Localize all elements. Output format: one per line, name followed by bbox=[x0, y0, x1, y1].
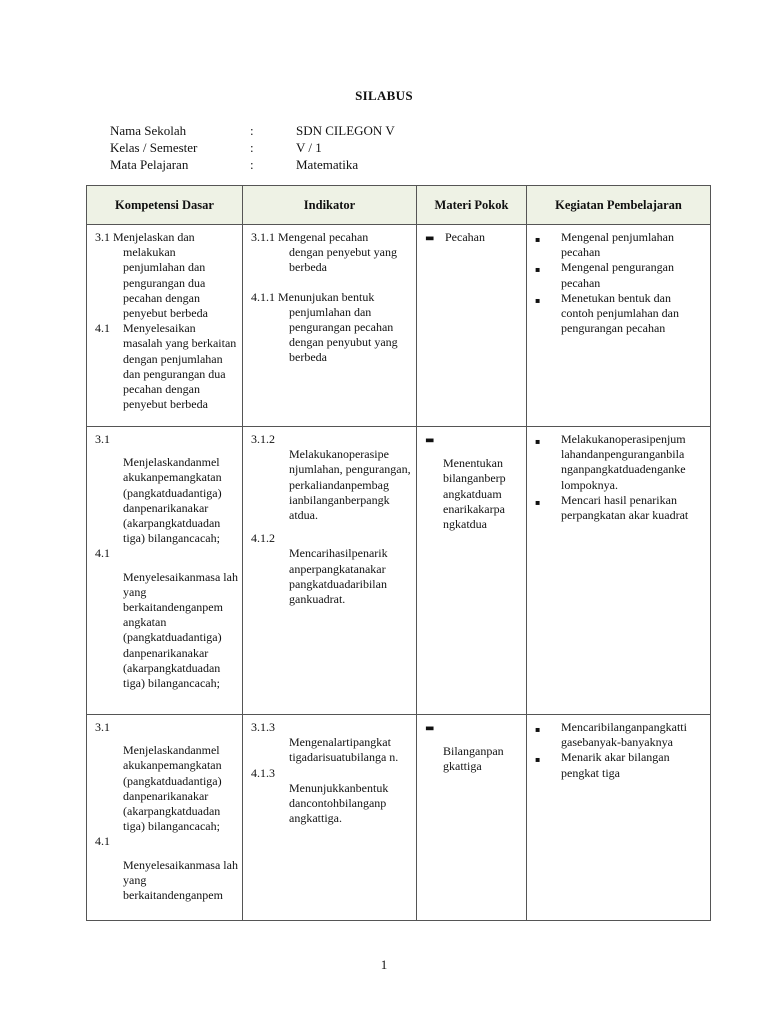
file-icon: ▬ bbox=[425, 435, 435, 446]
cell-materi-pokok bbox=[417, 715, 527, 921]
document-title: SILABUS bbox=[355, 88, 413, 103]
spacer bbox=[95, 735, 238, 743]
syllabus-table bbox=[86, 185, 711, 921]
kd-text: Menyelesaikan bbox=[123, 321, 196, 336]
header-kegiatan-pembelajaran: Kegiatan Pembelajaran bbox=[527, 186, 711, 225]
cell-kompetensi-dasar bbox=[87, 715, 243, 921]
indicator-text: Menunjukkanbentuk dancontohbilanganp angkattiga. bbox=[289, 780, 389, 826]
indicator-text: Menunjukan bentuk bbox=[278, 289, 375, 304]
kd-number: 3.1 bbox=[95, 720, 110, 734]
spacer bbox=[251, 276, 412, 290]
kd-text: Menyelesaikanmasa lah yang berkaitandenganpem bbox=[123, 857, 238, 903]
meta-colon: : bbox=[250, 123, 254, 138]
square-bullet-icon: ▪ bbox=[535, 755, 541, 765]
square-bullet-icon: ▪ bbox=[535, 235, 541, 244]
materi-item bbox=[425, 230, 522, 246]
materi-text: Pecahan bbox=[445, 230, 485, 244]
kd-text: Menjelaskandanmel akukanpemangkatan (pangkatduadantiga) danpenarikanakar (akarpangkatduadan tiga) bilangancacah; bbox=[123, 743, 222, 834]
meta-value: SDN CILEGON V bbox=[296, 123, 395, 138]
kd-text: Menjelaskan dan bbox=[113, 230, 195, 244]
square-bullet-icon: ▪ bbox=[535, 295, 541, 305]
spacer bbox=[251, 523, 412, 531]
spacer bbox=[95, 850, 238, 858]
kd-number: 3.1 bbox=[95, 230, 113, 244]
list-item bbox=[535, 230, 706, 260]
indicator-text-continued: penjumlahan dan pengurangan pecahan dengan penyubut yang berbeda bbox=[289, 304, 398, 365]
activity-text: Mengenal pengurangan pecahan bbox=[561, 260, 674, 290]
cell-kegiatan bbox=[527, 427, 711, 715]
activity-list bbox=[535, 720, 706, 781]
meta-label: Kelas / Semester bbox=[110, 140, 198, 155]
indicator-text-continued: dengan penyebut yang berbeda bbox=[289, 245, 397, 275]
cell-kompetensi-dasar bbox=[87, 225, 243, 427]
meta-colon: : bbox=[250, 140, 254, 155]
spacer bbox=[425, 448, 522, 456]
page-number: 1 bbox=[380, 957, 388, 972]
cell-kompetensi-dasar bbox=[87, 427, 243, 715]
meta-value: V / 1 bbox=[296, 140, 322, 155]
cell-materi-pokok bbox=[417, 427, 527, 715]
meta-colon: : bbox=[250, 157, 254, 172]
meta-row-subject bbox=[110, 156, 496, 173]
cell-indikator bbox=[243, 427, 417, 715]
activity-list bbox=[535, 432, 706, 523]
list-item bbox=[535, 260, 706, 290]
indicator-number: 4.1.2 bbox=[251, 531, 275, 546]
indicator-text: Mengenalartipangkat tigadarisuatubilanga n. bbox=[289, 735, 399, 765]
indicator-text: Melakukanoperasipe njumlahan, pengurangan, perkaliandanpembag ianbilanganberpangk atdua. bbox=[289, 447, 411, 523]
indicator-item bbox=[251, 230, 412, 276]
activity-text: Melakukanoperasipenjum lahandanpenguranganbila nganpangkatduadenganke lompoknya. bbox=[561, 432, 686, 492]
meta-value: Matematika bbox=[296, 157, 359, 172]
table-row bbox=[87, 715, 711, 921]
list-item bbox=[535, 750, 706, 780]
cell-indikator bbox=[243, 225, 417, 427]
header-materi-pokok: Materi Pokok bbox=[417, 186, 527, 225]
indicator-number: 4.1.3 bbox=[251, 765, 275, 780]
meta-label: Nama Sekolah bbox=[110, 123, 187, 138]
kd-number: 4.1 bbox=[95, 546, 110, 561]
cell-kegiatan bbox=[527, 225, 711, 427]
indicator-number: 4.1.1 bbox=[251, 289, 278, 304]
cell-kegiatan bbox=[527, 715, 711, 921]
indicator-text: Mengenal pecahan bbox=[278, 230, 369, 244]
square-bullet-icon: ▪ bbox=[535, 265, 541, 275]
kd-text-continued: masalah yang berkaitan dengan penjumlahan dan pengurangan dua pecahan dengan penyebut berbeda bbox=[123, 336, 237, 412]
kd-text-continued: melakukan penjumlahan dan pengurangan dua pecahan dengan penyebut berbeda bbox=[123, 245, 208, 321]
list-item bbox=[535, 432, 706, 493]
kd-text: Menjelaskandanmel akukanpemangkatan (pangkatduadantiga) danpenarikanakar (akarpangkatduadan tiga) bilangancacah; bbox=[123, 455, 222, 546]
activity-text: Menarik akar bilangan pengkat tiga bbox=[561, 750, 670, 780]
square-bullet-icon: ▪ bbox=[535, 497, 541, 507]
indicator-number: 3.1.2 bbox=[251, 432, 275, 446]
activity-text: Mencaribilanganpangkatti gasebanyak-banyaknya bbox=[561, 720, 687, 750]
indicator-text: Mencarihasilpenarik anperpangkatanakar pangkatduadaribilan gankuadrat. bbox=[289, 546, 388, 607]
activity-text: Mencari hasil penarikan perpangkatan akar kuadrat bbox=[561, 492, 689, 523]
meta-row-school bbox=[110, 122, 496, 139]
indicator-item bbox=[251, 290, 412, 366]
kd-number: 4.1 bbox=[95, 834, 110, 849]
activity-list bbox=[535, 230, 706, 336]
activity-text: Menetukan bentuk dan contoh penjumlahan dan pengurangan pecahan bbox=[561, 290, 679, 336]
indicator-number: 3.1.3 bbox=[251, 720, 275, 734]
materi-text: Bilanganpan gkattiga bbox=[443, 744, 504, 774]
file-icon: ▬ bbox=[425, 723, 435, 734]
cell-materi-pokok bbox=[417, 225, 527, 427]
spacer bbox=[95, 447, 238, 455]
list-item bbox=[535, 493, 706, 523]
cell-indikator bbox=[243, 715, 417, 921]
spacer bbox=[425, 736, 522, 744]
table-row bbox=[87, 225, 711, 427]
materi-text: Menentukan bilanganberp angkatduam enarikakarpa ngkatdua bbox=[443, 456, 506, 532]
square-bullet-icon: ▪ bbox=[535, 437, 541, 446]
spacer bbox=[95, 562, 238, 570]
document-meta bbox=[110, 122, 496, 173]
kd-item bbox=[95, 230, 238, 321]
kd-item bbox=[95, 321, 238, 412]
table-header-row bbox=[87, 186, 711, 225]
kd-number: 4.1 bbox=[95, 321, 113, 336]
header-indikator: Indikator bbox=[243, 186, 417, 225]
meta-label: Mata Pelajaran bbox=[110, 157, 189, 172]
kd-text: Menyelesaikanmasa lah yang berkaitandenganpem angkatan (pangkatduadantiga) danpenarikanakar (akarpangkatduadan tiga) bilangancacah; bbox=[123, 569, 238, 691]
table-row bbox=[87, 427, 711, 715]
list-item bbox=[535, 291, 706, 337]
list-item bbox=[535, 720, 706, 750]
square-bullet-icon: ▪ bbox=[535, 725, 541, 734]
header-kompetensi-dasar: Kompetensi Dasar bbox=[87, 186, 243, 225]
file-icon: ▬ bbox=[425, 233, 435, 244]
indicator-number: 3.1.1 bbox=[251, 230, 278, 244]
activity-text: Mengenal penjumlahan pecahan bbox=[561, 230, 674, 260]
meta-row-class bbox=[110, 139, 496, 156]
kd-number: 3.1 bbox=[95, 432, 110, 446]
